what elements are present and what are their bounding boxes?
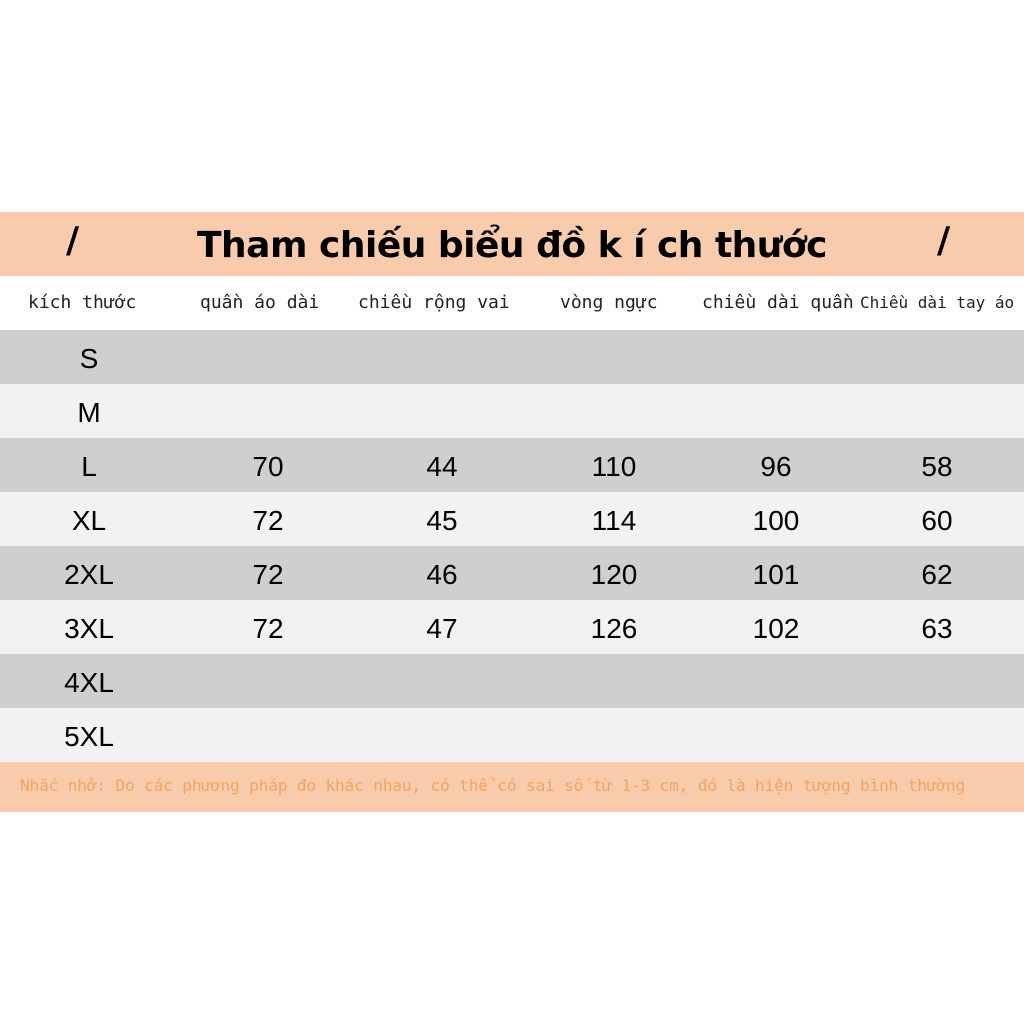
chest-cell: 120 (590, 559, 638, 590)
size-cell: L (81, 451, 97, 482)
size-chart (0, 212, 1024, 812)
sleeve-cell (877, 384, 997, 438)
chest-cell (554, 654, 674, 708)
chart-title: Tham chiếu biểu đồ k í ch thước (196, 224, 828, 266)
length-cell (208, 708, 328, 762)
sleeve-cell (877, 708, 997, 762)
title-right-mark: / (937, 220, 951, 261)
size-cell: XL (71, 505, 107, 536)
sleeve-cell (877, 654, 997, 708)
table-row (0, 546, 1024, 600)
size-cell: M (77, 397, 101, 428)
table-row (0, 654, 1024, 708)
footer-bar (0, 762, 1024, 812)
pants-length-cell: 96 (760, 451, 792, 482)
table-row (0, 384, 1024, 438)
size-cell: 2XL (64, 559, 114, 590)
size-cell: S (79, 343, 99, 374)
pants-length-cell (716, 384, 836, 438)
length-cell: 70 (252, 451, 284, 482)
pants-length-cell: 101 (752, 559, 800, 590)
shoulder-cell: 46 (426, 559, 458, 590)
table-body (0, 330, 1024, 762)
size-cell: 3XL (64, 613, 114, 644)
length-cell (208, 384, 328, 438)
length-cell: 72 (252, 559, 284, 590)
shoulder-cell (382, 708, 502, 762)
length-cell (208, 654, 328, 708)
shoulder-cell: 47 (426, 613, 458, 644)
sleeve-cell: 58 (921, 451, 953, 482)
length-cell: 72 (252, 505, 284, 536)
chest-cell: 110 (591, 451, 637, 482)
header-shoulder: chiều rộng vai (358, 292, 510, 313)
chest-cell (554, 384, 674, 438)
shoulder-cell (382, 330, 502, 384)
pants-length-cell (716, 708, 836, 762)
sleeve-cell: 63 (921, 613, 953, 644)
chest-cell (554, 708, 674, 762)
table-row (0, 492, 1024, 546)
table-row (0, 708, 1024, 762)
table-row (0, 600, 1024, 654)
shoulder-cell: 44 (426, 451, 458, 482)
size-cell: 4XL (64, 667, 114, 698)
title-bar (0, 212, 1024, 276)
sleeve-cell: 62 (921, 559, 953, 590)
pants-length-cell: 100 (752, 505, 800, 536)
length-cell: 72 (252, 613, 284, 644)
pants-length-cell (716, 654, 836, 708)
pants-length-cell (716, 330, 836, 384)
shoulder-cell: 45 (426, 505, 458, 536)
header-size: kích thước (28, 292, 137, 313)
header-pants-length: chiều dài quần (702, 292, 854, 313)
chest-cell: 126 (590, 613, 638, 644)
title-left-mark: / (66, 220, 80, 261)
header-sleeve: Chiều dài tay áo (860, 293, 1015, 312)
size-cell: 5XL (64, 721, 114, 752)
header-length: quần áo dài (200, 292, 320, 313)
header-row (0, 276, 1024, 330)
header-chest: vòng ngực (560, 292, 658, 313)
sleeve-cell (877, 330, 997, 384)
shoulder-cell (382, 654, 502, 708)
sleeve-cell: 60 (921, 505, 953, 536)
table-row (0, 330, 1024, 384)
length-cell (208, 330, 328, 384)
chest-cell (554, 330, 674, 384)
chest-cell: 114 (591, 505, 637, 536)
pants-length-cell: 102 (752, 613, 800, 644)
shoulder-cell (382, 384, 502, 438)
footer-note: Nhắc nhở: Do các phương pháp đo khác nhau, có thể có sai số từ 1-3 cm, đó là hiện tượng bình thường (20, 776, 966, 795)
table-row (0, 438, 1024, 492)
